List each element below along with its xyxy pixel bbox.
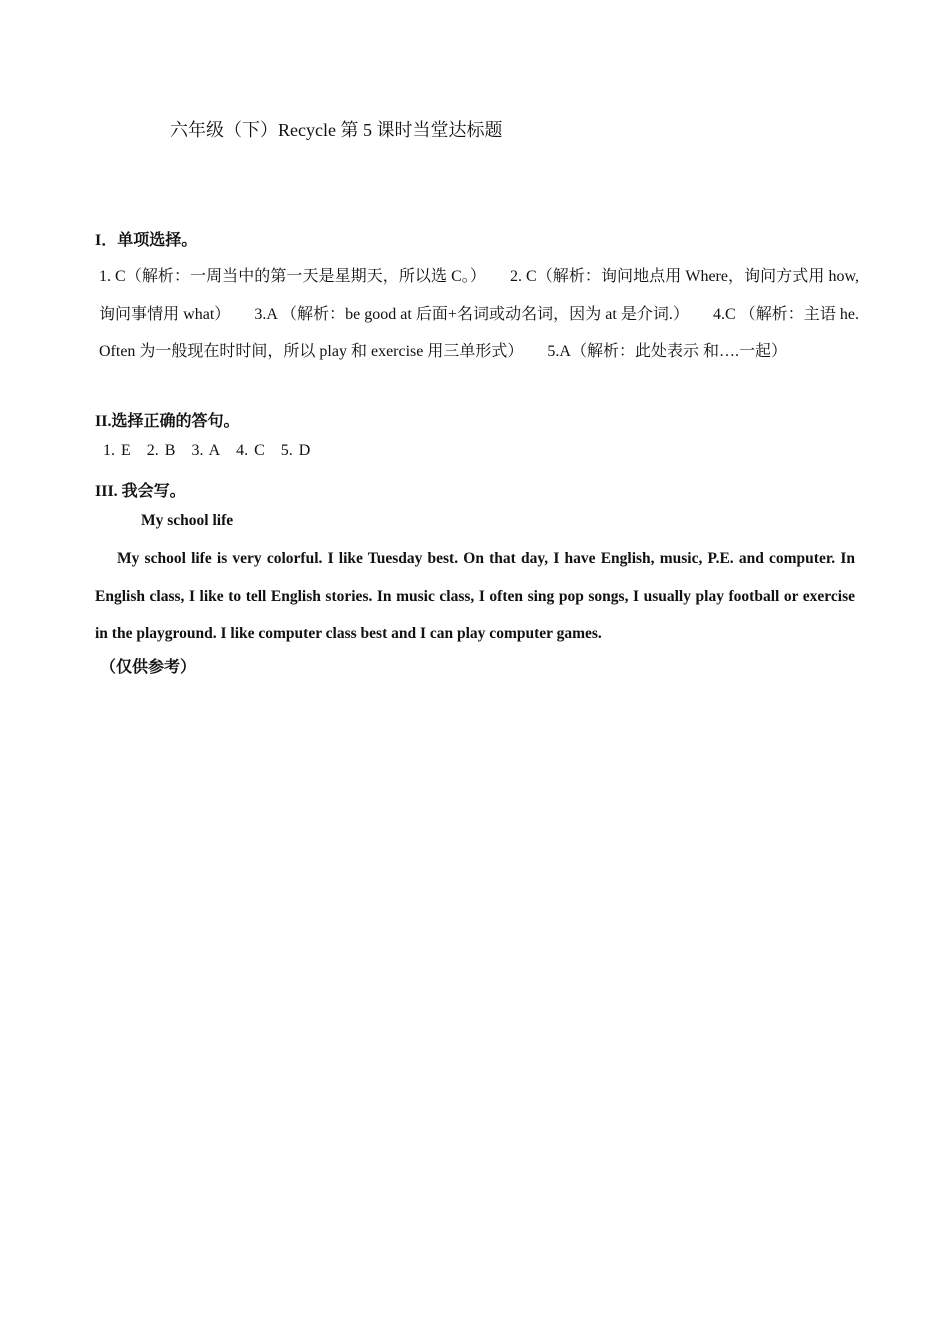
answer-item: 1. E — [103, 442, 131, 459]
answer-5: 5.A（解析：此处表示 和….一起） — [547, 343, 787, 360]
reference-note: （仅供参考） — [100, 657, 197, 676]
answer-item: 4. C — [236, 442, 265, 459]
section-3-heading: III. 我会写。 — [95, 483, 186, 500]
answer-2: 2. C（解析：询问地点用 Where，询问方式用 how,询问事情用 what） — [99, 268, 859, 323]
answer-item: 2. B — [146, 442, 176, 459]
essay-body: My school life is very colorful. I like Tuesday best. On that day, I have English, music, P.E. and computer. In English class, I like to tell English stories. In music class, I often sing pop songs, I usually play football or exercise in the playground. I like computer class best and I can play computer games. — [95, 550, 855, 642]
answer-1: 1. C（解析：一周当中的第一天是星期天，所以选 C。） — [99, 268, 486, 285]
section-1-heading: I．单项选择。 — [95, 232, 198, 249]
answer-item: 3. A — [191, 442, 221, 459]
section-1-answers — [95, 258, 859, 371]
essay-title: My school life — [141, 512, 234, 529]
answer-4: 4.C （解析：主语 he. Often 为一般现在时时间，所以 play 和 exercise 用三单形式） — [99, 305, 859, 360]
section-2-heading: II.选择正确的答句。 — [95, 413, 240, 430]
answer-item: 5. D — [280, 442, 311, 459]
section-2-answers — [103, 442, 320, 460]
answer-3: 3.A （解析：be good at 后面+名词或动名词，因为 at 是介词.） — [254, 305, 689, 323]
document-title: 六年级（下）Recycle 第 5 课时当堂达标题 — [170, 120, 503, 140]
